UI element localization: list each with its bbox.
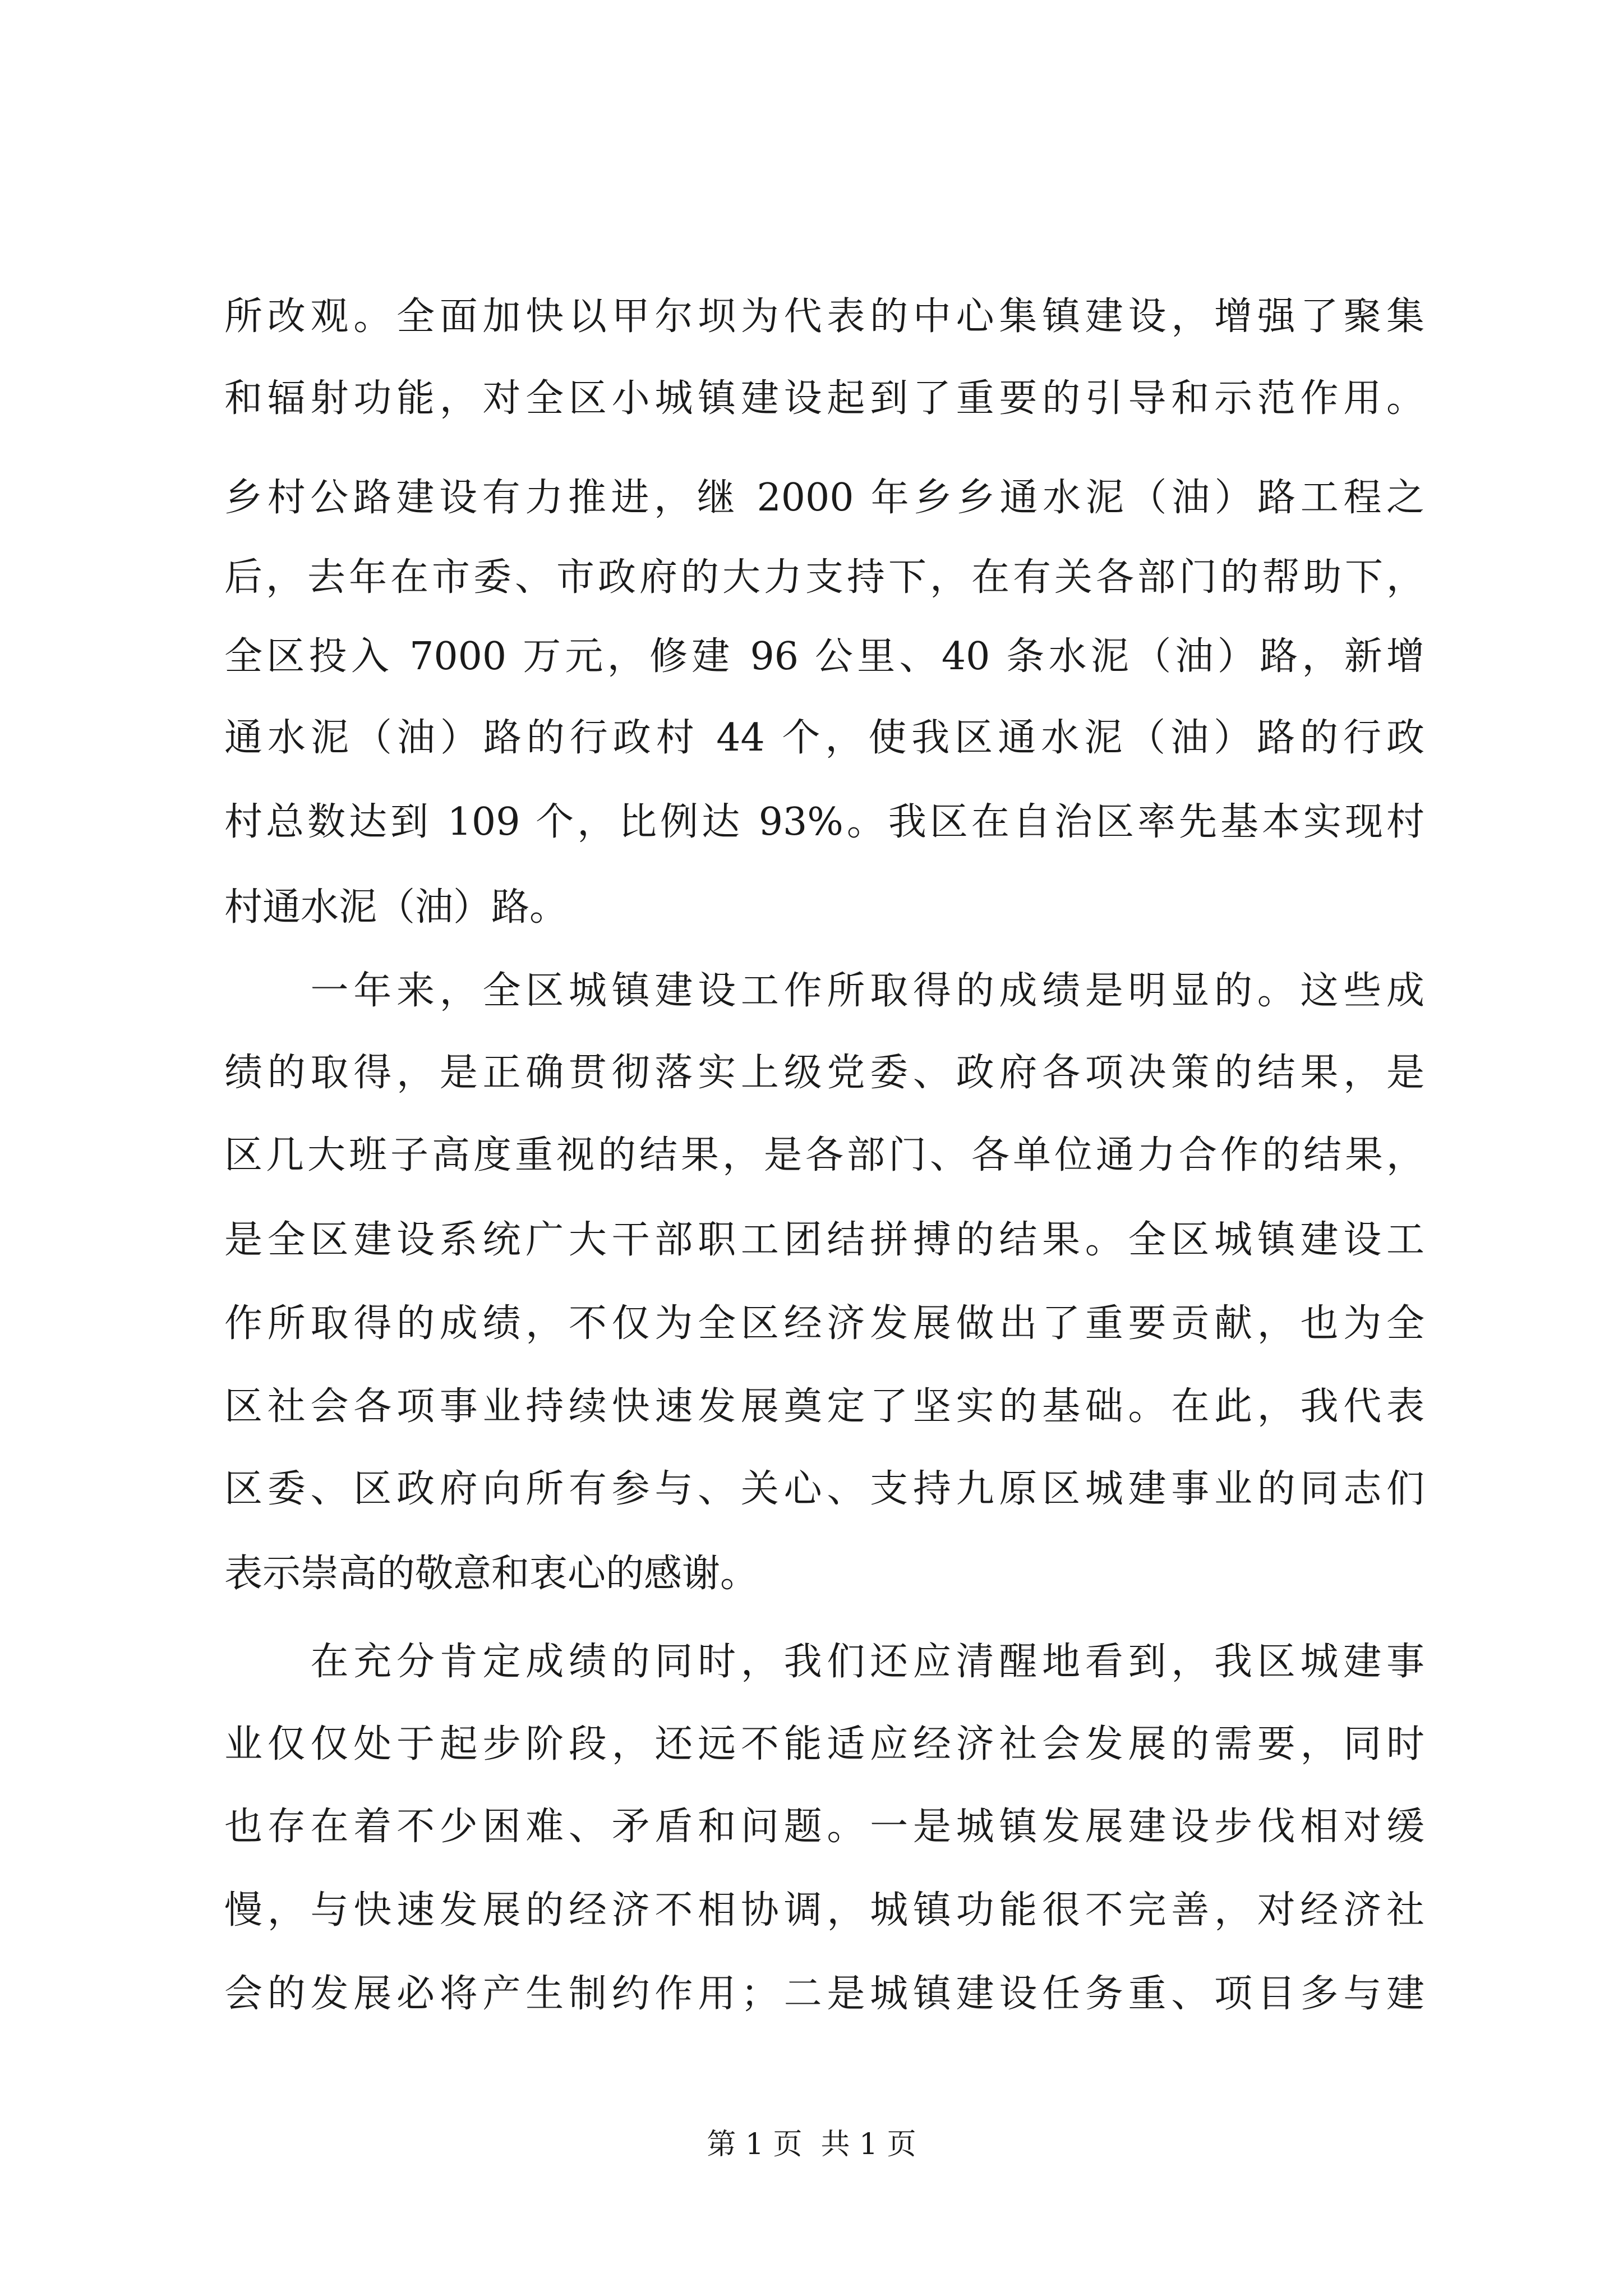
text-line: 所改观。全面加快以甲尔坝为代表的中心集镇建设，增强了聚集 (224, 295, 1424, 339)
page-number-footer: 第 1 页 共 1 页 (707, 2128, 916, 2161)
text-line: 会的发展必将产生制约作用；二是城镇建设任务重、项目多与建 (224, 1972, 1424, 2016)
text-line: 村总数达到 109 个，比例达 93%。我区在自治区率先基本实现村 (224, 800, 1424, 844)
text-line: 区社会各项事业持续快速发展奠定了坚实的基础。在此，我代表 (224, 1384, 1424, 1429)
text-line: 是全区建设系统广大干部职工团结拼搏的结果。全区城镇建设工 (224, 1218, 1424, 1262)
text-line: 区几大班子高度重视的结果，是各部门、各单位通力合作的结果， (224, 1133, 1424, 1177)
text-line: 乡村公路建设有力推进，继 2000 年乡乡通水泥（油）路工程之 (224, 476, 1424, 520)
text-line: 绩的取得，是正确贯彻落实上级党委、政府各项决策的结果，是 (224, 1051, 1424, 1095)
text-line: 表示崇高的敬意和衷心的感谢。 (224, 1552, 759, 1596)
text-line: 慢，与快速发展的经济不相协调，城镇功能很不完善，对经济社 (224, 1888, 1424, 1932)
text-line: 村通水泥（油）路。 (224, 885, 568, 930)
text-line: 全区投入 7000 万元，修建 96 公里、40 条水泥（油）路，新增 (224, 634, 1424, 679)
text-line: 通水泥（油）路的行政村 44 个，使我区通水泥（油）路的行政 (224, 716, 1424, 760)
text-line: 后，去年在市委、市政府的大力支持下，在有关各部门的帮助下， (224, 555, 1424, 600)
text-line: 和辐射功能，对全区小城镇建设起到了重要的引导和示范作用。 (224, 376, 1424, 421)
paragraph-start-line: 一年来，全区城镇建设工作所取得的成绩是明显的。这些成 (224, 969, 1424, 1013)
paragraph-start-line: 在充分肯定成绩的同时，我们还应清醒地看到，我区城建事 (224, 1640, 1424, 1684)
text-line: 作所取得的成绩，不仅为全区经济发展做出了重要贡献，也为全 (224, 1301, 1424, 1346)
text-line: 区委、区政府向所有参与、关心、支持九原区城建事业的同志们 (224, 1467, 1424, 1511)
text-line: 也存在着不少困难、矛盾和问题。一是城镇发展建设步伐相对缓 (224, 1805, 1424, 1849)
text-line: 业仅仅处于起步阶段，还远不能适应经济社会发展的需要，同时 (224, 1722, 1424, 1766)
